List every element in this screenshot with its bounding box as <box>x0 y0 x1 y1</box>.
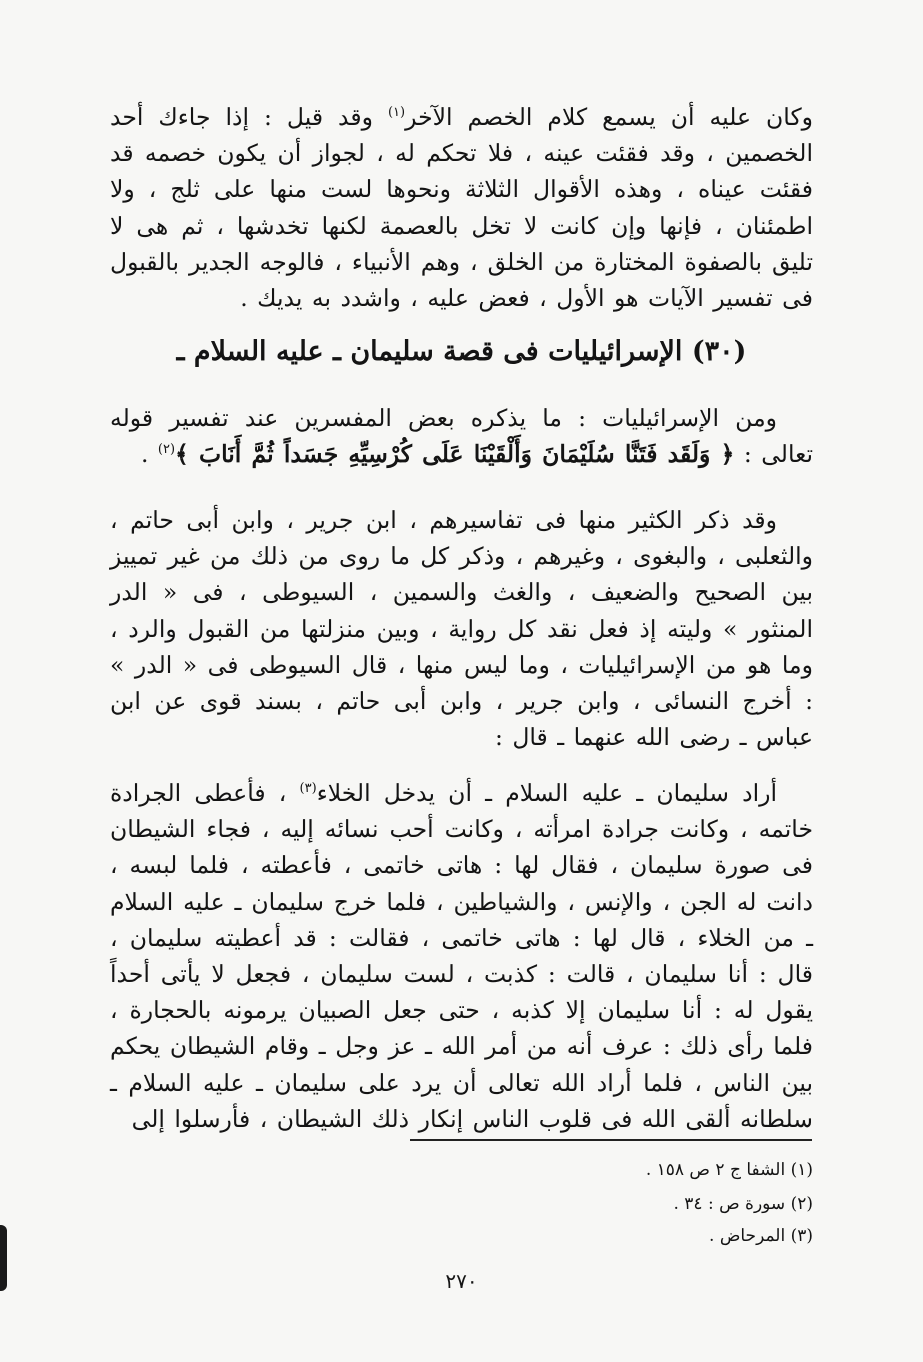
paragraph-4-text: أراد سليمان ـ عليه السلام ـ أن يدخل الخلاء <box>316 779 777 807</box>
paragraph-1-text-rest: وقد قيل : إذا جاءك أحد الخصمين ، وقد فقئت عينه ، فلا تحكم له ، لجواز أن يكون خصمه قد فقئت عيناه ، وهذه الأقوال الثلاثة ونحوها لست منها على ثلج ، ولا اطمئنان ، فإنها وإن كانت لا تخل بالعصمة لكنها تخدشها ، ثم هى لا تليق بالصفوة المختارة من الخلق ، وهم الأنبياء ، فالوجه الجدير بالقبول فى تفسير الآيات هو الأول ، فعض عليه ، واشدد به يديك . <box>110 103 813 313</box>
footnote-ref-1: (١) <box>387 105 406 121</box>
footnote-divider <box>410 1139 812 1141</box>
footnote-ref-2: (٢) <box>157 442 176 458</box>
page-edge-mark <box>0 1225 7 1291</box>
footnote-2: (٢) سورة ص : ٣٤ . <box>673 1194 813 1214</box>
paragraph-2 <box>110 400 813 472</box>
paragraph-4 <box>110 775 813 1137</box>
paragraph-1 <box>110 99 813 316</box>
paragraph-3: وقد ذكر الكثير منها فى تفاسيرهم ، ابن جرير ، وابن أبى حاتم ، والثعلبى ، والبغوى ، وغيرهم ، وذكر كل ما روى من ذلك من غير تمييز بين الصحيح والضعيف ، والغث والسمين ، السيوطى ، فى « الدر المنثور » وليته إذ فعل نقد كل رواية ، وبين منزلتها من القبول والرد ، وما هو من الإسرائيليات ، وما ليس منها ، قال السيوطى فى « الدر » : أخرج النسائى ، وابن جرير ، وابن أبى حاتم ، بسند قوى عن ابن عباس ـ رضى الله عنهما ـ قال : <box>110 506 813 752</box>
footnote-1: (١) الشفا ج ٢ ص ١٥٨ . <box>645 1160 813 1180</box>
footnote-ref-3: (٣) <box>299 781 317 797</box>
paragraph-2-intro: ومن الإسرائيليات : ما يذكره بعض المفسرين عند تفسير قوله تعالى : <box>110 404 813 469</box>
quran-verse: ﴿ وَلَقَد فَتَنَّا سُلَيْمَانَ وَأَلْقَيْنَا عَلَى كُرْسِيِّهِ جَسَداً ثُمَّ أَنَابَ ﴾ <box>175 440 735 469</box>
paragraph-2-end: . <box>140 440 158 469</box>
paragraph-4-text-rest: ، فأعطى الجرادة خاتمه ، وكانت جرادة امرأته ، وكانت أحب نسائه إليه ، فجاء الشيطان فى صورة سليمان ، فقال لها : هاتى خاتمى ، فأعطته ، فلما لبسه ، دانت له الجن ، والإنس ، والشياطين ، فلما خرج سليمان ـ عليه السلام ـ من الخلاء ، قال لها : هاتى خاتمى ، فقالت : قد أعطيته سليمان ، قال : أنا سليمان ، قالت : كذبت ، لست سليمان ، فجعل لا يأتى أحداً يقول له : أنا سليمان إلا كذبه ، حتى جعل الصبيان يرمونه بالحجارة ، فلما رأى ذلك : عرف أنه من أمر الله ـ عز وجل ـ وقام الشيطان يحكم بين الناس ، فلما أراد الله تعالى أن يرد على سليمان ـ عليه السلام ـ سلطانه ألقى الله فى قلوب الناس إنكار ذلك الشيطان ، فأرسلوا إلى <box>110 779 813 1133</box>
section-heading: (٣٠) الإسرائيليات فى قصة سليمان ـ عليه السلام ـ <box>176 336 747 367</box>
paragraph-1-text: وكان عليه أن يسمع كلام الخصم الآخر <box>405 103 813 131</box>
footnote-3: (٣) المرحاض . <box>709 1226 813 1246</box>
page-number: ٢٧٠ <box>445 1269 478 1293</box>
